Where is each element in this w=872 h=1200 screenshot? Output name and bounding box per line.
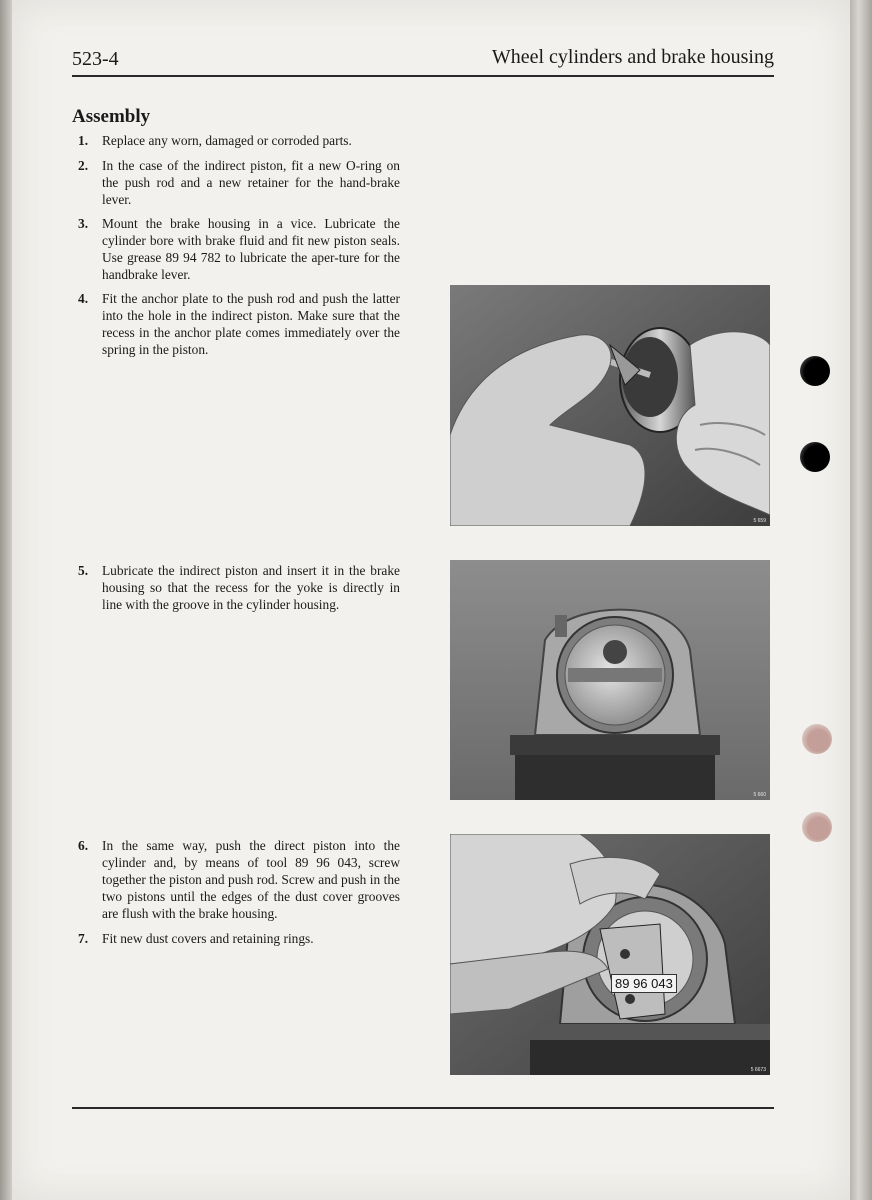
photo-code: 5 660 xyxy=(753,792,766,798)
direct-piston-tool-photo xyxy=(450,834,770,1075)
step-number: 7. xyxy=(78,931,89,946)
anchor-plate-photo xyxy=(450,285,770,526)
binder-hole xyxy=(802,724,832,754)
step-number: 1. xyxy=(78,133,89,148)
page-left-edge xyxy=(0,0,12,1200)
step-text: In the same way, push the direct piston into the cylinder and, by means of tool 89 96 043, screw together the piston and push rod. Screw and push in the two pistons until the edges of the dust cover grooves are flush with the brake housing. xyxy=(102,838,400,921)
footer-rule xyxy=(72,1107,774,1109)
photo-code: 5 659 xyxy=(753,518,766,524)
step-text: In the case of the indirect piston, fit a new O-ring on the push rod and a new retainer for the hand-brake lever. xyxy=(102,158,400,207)
step-number: 6. xyxy=(78,838,89,853)
step-number: 3. xyxy=(78,216,89,231)
step-number: 5. xyxy=(78,563,89,578)
step-5 xyxy=(78,562,400,613)
header-rule xyxy=(72,75,774,77)
step-6 xyxy=(78,837,400,922)
step-text: Replace any worn, damaged or corroded parts. xyxy=(102,133,352,148)
page-right-edge xyxy=(850,0,872,1200)
step-number: 2. xyxy=(78,158,89,173)
binder-hole xyxy=(800,442,830,472)
step-text: Mount the brake housing in a vice. Lubricate the cylinder bore with brake fluid and fit new piston seals. Use grease 89 94 782 to lubricate the aper-ture for the handbrake lever. xyxy=(102,216,400,282)
tool-number-label: 89 96 043 xyxy=(611,974,677,993)
indirect-piston-photo xyxy=(450,560,770,800)
step-number: 4. xyxy=(78,291,89,306)
section-title: Wheel cylinders and brake housing xyxy=(491,46,774,68)
binder-hole xyxy=(800,356,830,386)
page-number: 523-4 xyxy=(72,48,119,70)
step-1 xyxy=(78,132,400,149)
binder-hole xyxy=(802,812,832,842)
step-7 xyxy=(78,930,400,947)
step-3 xyxy=(78,215,400,283)
step-text: Fit new dust covers and retaining rings. xyxy=(102,931,314,946)
step-text: Fit the anchor plate to the push rod and push the latter into the hole in the indirect piston. Make sure that the recess in the anchor plate comes immediately over the spring in the piston. xyxy=(102,291,400,357)
assembly-heading: Assembly xyxy=(72,106,151,127)
step-text: Lubricate the indirect piston and insert it in the brake housing so that the recess for the yoke is directly in line with the groove in the cylinder housing. xyxy=(102,563,400,612)
step-4 xyxy=(78,290,400,358)
photo-code: 5 6673 xyxy=(750,1067,766,1073)
step-2 xyxy=(78,157,400,208)
